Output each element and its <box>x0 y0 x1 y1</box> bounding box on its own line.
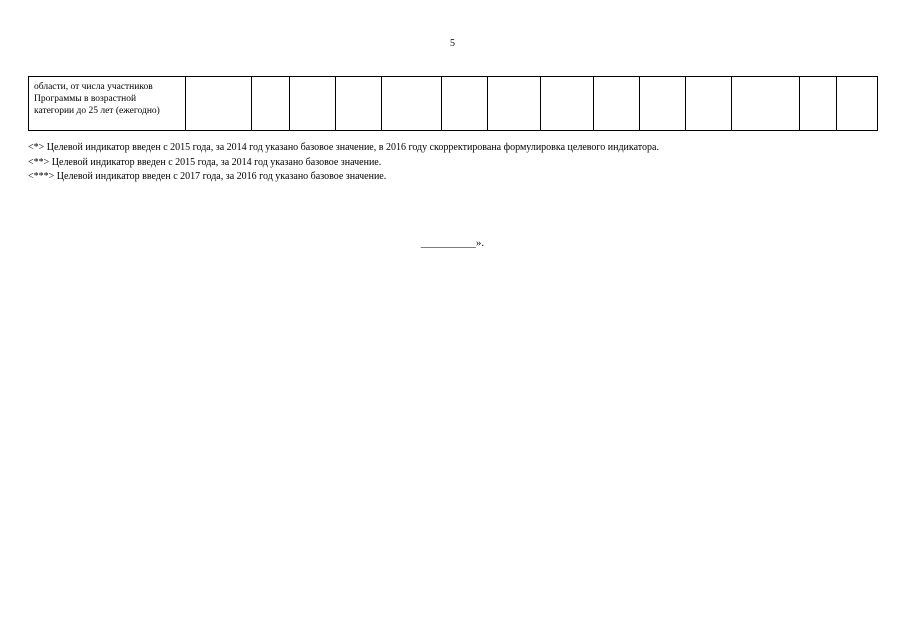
indicator-table <box>28 76 878 131</box>
table-cell <box>442 77 488 131</box>
table-cell <box>837 77 878 131</box>
table-cell <box>541 77 594 131</box>
footnote-2: <**> Целевой индикатор введен с 2015 года, за 2014 год указано базовое значение. <box>28 156 382 168</box>
table-row <box>29 77 878 131</box>
table-cell <box>488 77 541 131</box>
indicator-name-cell: области, от числа участников Программы в возрастной категории до 25 лет (ежегодно) <box>29 77 186 131</box>
closing-mark: __________». <box>420 237 485 249</box>
table-cell <box>640 77 686 131</box>
table-cell <box>382 77 442 131</box>
page-number: 5 <box>450 38 455 49</box>
table-cell <box>290 77 336 131</box>
table-cell <box>594 77 640 131</box>
table-cell <box>732 77 800 131</box>
footnote-3: <***> Целевой индикатор введен с 2017 года, за 2016 год указано базовое значение. <box>28 171 387 182</box>
footnotes <box>28 141 888 185</box>
table-cell <box>800 77 837 131</box>
footnote-1: <*> Целевой индикатор введен с 2015 года, за 2014 год указано базовое значение, в 2016 году скорректирована формулировка целевого индикатора. <box>28 142 659 153</box>
table-cell <box>252 77 290 131</box>
table-cell <box>336 77 382 131</box>
table-cell <box>686 77 732 131</box>
table-cell <box>186 77 252 131</box>
